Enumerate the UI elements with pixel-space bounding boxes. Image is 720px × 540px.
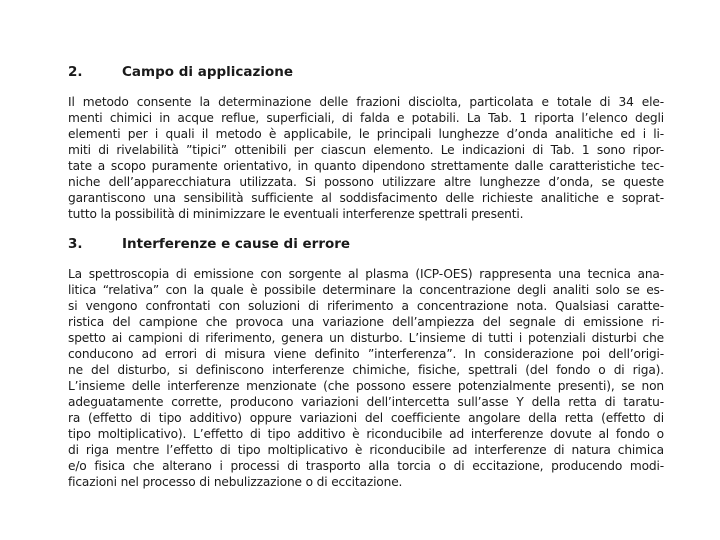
- section-3-line: e/o fisica che alterano i processi di trasporto alla torcia o di eccitazione, producendo modi-: [68, 459, 664, 473]
- section-3-line: La spettroscopia di emissione con sorgente al plasma (ICP-OES) rappresenta una tecnica ana-: [68, 267, 664, 281]
- section-3-line: conducono ad errori di misura viene definito ”interferenza”. In considerazione poi dell’origi-: [68, 347, 664, 361]
- section-3-line: L’insieme delle interferenze menzionate (che possono essere potenzialmente presenti), se non: [68, 379, 664, 393]
- section-3-heading: [68, 236, 350, 252]
- section-2-line: tutto la possibilità di minimizzare le eventuali interferenze spettrali presenti.: [68, 207, 524, 221]
- section-2-number: 2.: [68, 64, 83, 80]
- section-3-line: di riga mentre l’effetto di tipo moltiplicativo è riconducibile ad interferenze di natura chimica: [68, 443, 664, 457]
- section-3-line: ficazioni nel processo di nebulizzazione o di eccitazione.: [68, 475, 403, 489]
- section-3-line: ra (effetto di tipo additivo) oppure variazioni del coefficiente angolare della retta (effetto di: [68, 411, 664, 425]
- section-3-line: spetto ai campioni di riferimento, genera un disturbo. L’insieme di tutti i potenziali disturbi che: [68, 331, 664, 345]
- section-3-line: ristica del campione che provoca una variazione dell’ampiezza del segnale di emissione ri-: [68, 315, 664, 329]
- section-3-number: 3.: [68, 236, 83, 252]
- section-3-line: tipo moltiplicativo). L’effetto di tipo additivo è riconducibile ad interferenze dovute al fondo o: [68, 427, 664, 441]
- section-2-line: menti chimici in acque reflue, superficiali, di falda e potabili. La Tab. 1 riporta l’elenco degli: [68, 111, 664, 125]
- section-2-line: garantiscono una sensibilità sufficiente al soddisfacimento delle richieste analitiche e soprat-: [68, 191, 664, 205]
- section-2-line: niche dell’apparecchiatura utilizzata. Si possono utilizzare altre lunghezze d’onda, se queste: [68, 175, 664, 189]
- section-2-title: Campo di applicazione: [122, 64, 294, 80]
- section-3-line: si vengono confrontati con soluzioni di riferimento a concentrazione nota. Qualsiasi caratte-: [68, 299, 664, 313]
- section-2-line: elementi per i quali il metodo è applicabile, le principali lunghezze d’onda analitiche ed i li-: [68, 127, 664, 141]
- section-2-line: miti di rivelabilità ”tipici” ottenibili per ciascun elemento. Le indicazioni di Tab. 1 sono ripor-: [68, 143, 664, 157]
- section-2-line: tate a scopo puramente orientativo, in quanto dipendono strettamente dalle caratteristiche tec-: [68, 159, 664, 173]
- section-3-line: litica “relativa” con la quale è possibile determinare la concentrazione degli analiti solo se es-: [68, 283, 664, 297]
- section-2-line: Il metodo consente la determinazione delle frazioni disciolta, particolata e totale di 34 ele-: [68, 95, 664, 109]
- section-3-line: adeguatamente corrette, producono variazioni dell’intercetta sull’asse Y della retta di taratu-: [68, 395, 664, 409]
- section-3-title: Interferenze e cause di errore: [122, 236, 351, 252]
- section-2-heading: [68, 64, 293, 80]
- section-3-line: ne del disturbo, si definiscono interferenze chimiche, fisiche, spettrali (del fondo o di riga).: [68, 363, 664, 377]
